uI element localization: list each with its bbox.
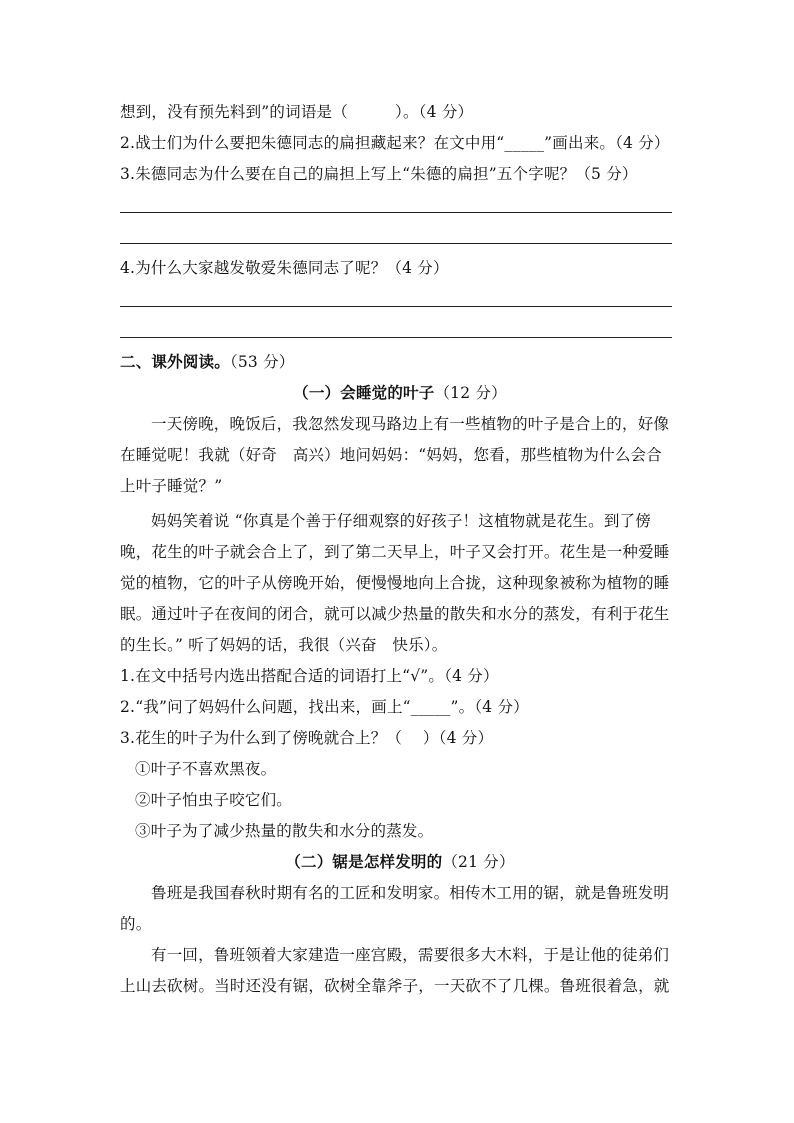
passage-2-line: 上山去砍树。当时还没有锯，砍树全靠斧子，一天砍不了几棵。鲁班很着急，就 [120,977,670,995]
question-2: 2.战士们为什么要把朱德同志的扁担藏起来？在文中用“_____”画出来。（4 分） [120,134,670,152]
passage-2-line: 的。 [120,915,152,933]
passage-1-line: 眠。通过叶子在夜间的闭合，就可以减少热量的散失和水分的蒸发，有利于花生 [120,605,670,623]
passage-1-line: 觉的植物，它的叶子从傍晚开始，便慢慢地向上合拢，这种现象被称为植物的睡 [120,574,670,592]
passage-2-title-score: （21 分） [442,853,515,871]
passage-1-line: 上叶子睡觉？” [120,477,223,495]
passage-1-title [120,382,680,404]
passage-1-question-1: 1.在文中括号内选出搭配合适的词语打上“√”。（4 分） [120,667,499,685]
choice-option-3[interactable]: ③叶子为了减少热量的散失和水分的蒸发。 [135,822,434,840]
question-3: 3.朱德同志为什么要在自己的扁担上写上“朱德的扁担”五个字呢？（5 分） [120,165,638,183]
passage-2-line: 鲁班是我国春秋时期有名的工匠和发明家。相传木工用的锯，就是鲁班发明 [151,884,670,902]
passage-1-line: 的生长。” 听了妈妈的话，我很（兴奋 快乐）。 [120,636,448,654]
passage-1-title-score: （12 分） [434,384,507,402]
answer-line[interactable] [120,212,672,213]
passage-1-line: 晚，花生的叶子就会合上了，到了第二天早上，叶子又会打开。花生是一种爱睡 [120,543,670,561]
answer-line[interactable] [120,306,672,307]
passage-1-title-text: （一）会睡觉的叶子 [293,383,435,402]
passage-2-line: 有一回，鲁班领着大家建造一座宫殿，需要很多大木料，于是让他的徒弟们 [151,946,670,964]
passage-1-question-2: 2.“我”问了妈妈什么问题，找出来，画上“_____”。（4 分） [120,698,529,716]
answer-line[interactable] [120,243,672,244]
section-heading [120,351,680,373]
passage-1-line: 在睡觉呢！我就（好奇 高兴）地问妈妈：“妈妈，您看，那些植物为什么会合 [120,446,662,464]
passage-1-line: 妈妈笑着说 “你真是个善于仔细观察的好孩子！这植物就是花生。到了傍 [151,512,651,530]
section-heading-score: （53 分） [229,353,295,371]
passage-2-title-text: （二）锯是怎样发明的 [285,852,443,871]
passage-1-line: 一天傍晚，晚饭后，我忽然发现马路边上有一些植物的叶子是合上的，好像 [151,415,670,433]
choice-option-2[interactable]: ②叶子怕虫子咬它们。 [135,791,293,809]
question-1-tail: 想到，没有预先料到”的词语是（ ）。（4 分） [120,103,474,121]
section-heading-title: 二、课外阅读。 [120,352,230,371]
passage-2-title [120,851,680,873]
answer-line[interactable] [120,337,672,338]
question-4: 4.为什么大家越发敬爱朱德同志了呢？（4 分） [120,259,449,277]
choice-option-1[interactable]: ①叶子不喜欢黑夜。 [135,760,277,778]
passage-1-question-3: 3.花生的叶子为什么到了傍晚就合上？（ ）（4 分） [120,729,494,747]
